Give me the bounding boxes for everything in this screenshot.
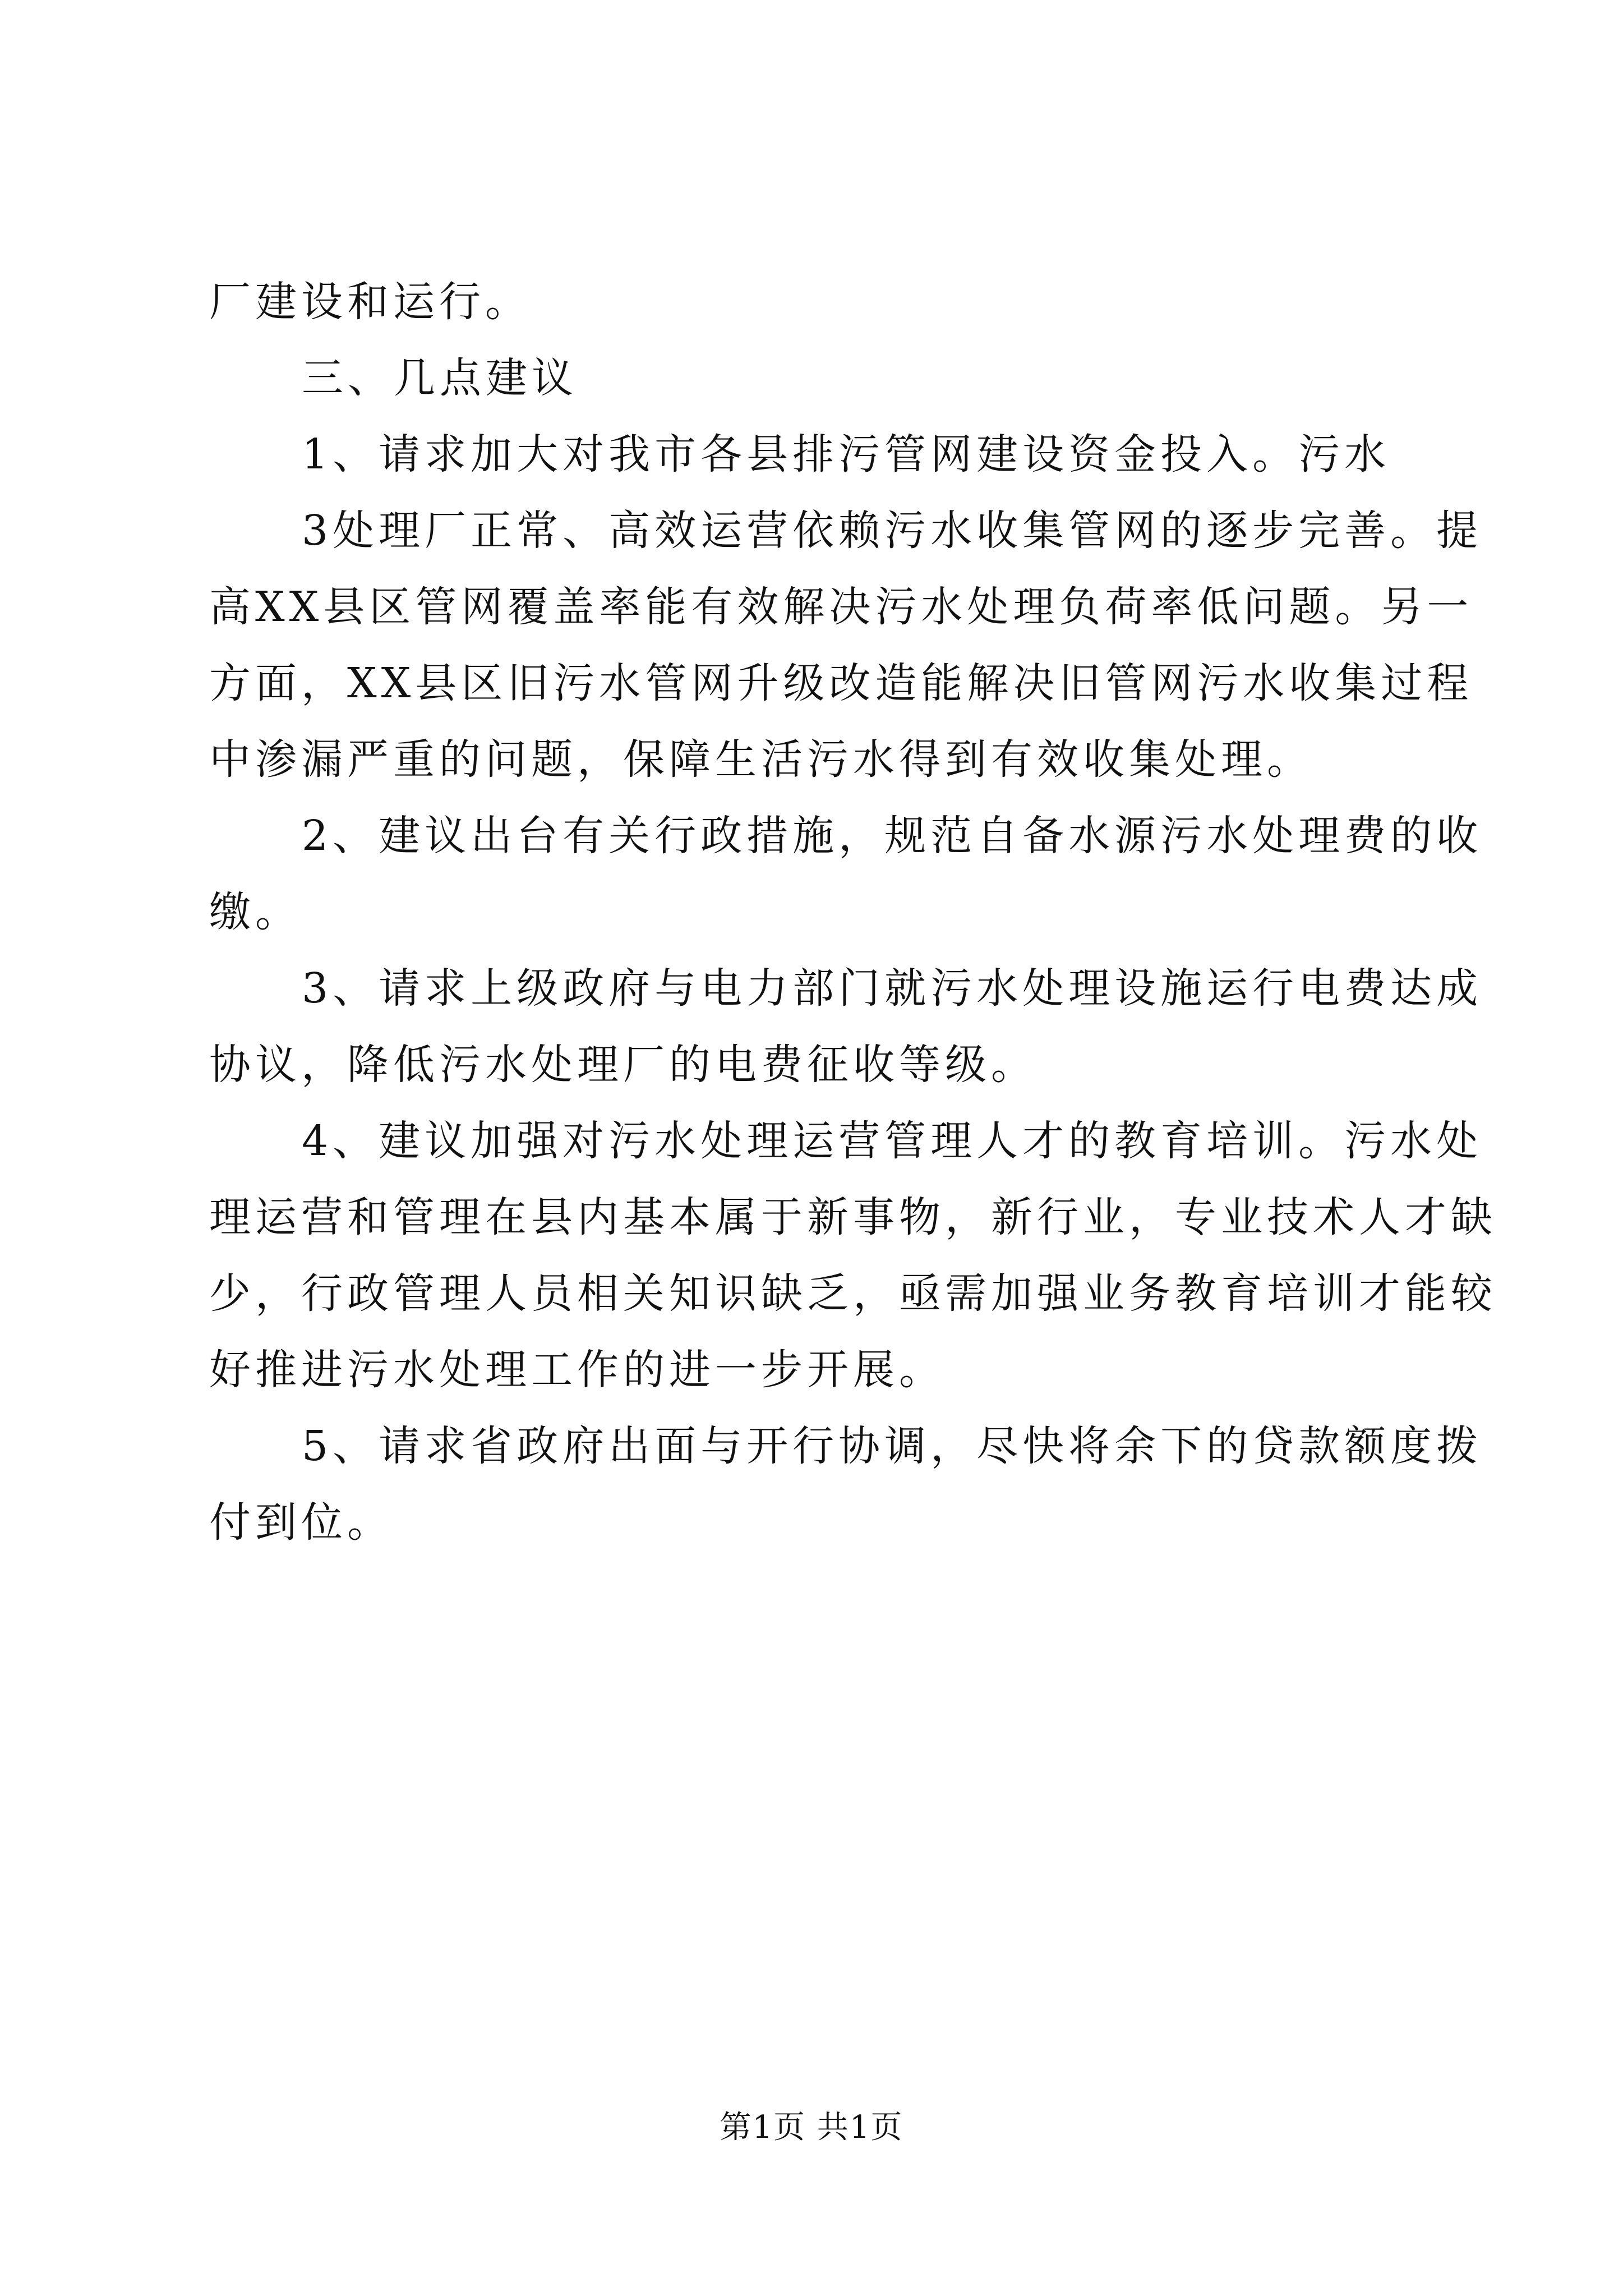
text-line-12: 4、建议加强对污水处理运营管理人才的教育培训。污水处 xyxy=(302,1117,1483,1165)
text-line-9: 缴。 xyxy=(209,888,301,936)
text-line-11: 协议，降低污水处理厂的电费征收等级。 xyxy=(209,1041,1037,1089)
document-body xyxy=(209,264,1497,1561)
text-line-10: 3、请求上级政府与电力部门就污水处理设施运行电费达成 xyxy=(302,964,1483,1013)
text-line-15: 好推进污水处理工作的进一步开展。 xyxy=(209,1346,945,1394)
text-line-7: 中渗漏严重的问题，保障生活污水得到有效收集处理。 xyxy=(209,735,1313,784)
text-line-8: 2、建议出台有关行政措施，规范自备水源污水处理费的收 xyxy=(302,812,1483,860)
text-line-16: 5、请求省政府出面与开行协调，尽快将余下的贷款额度拨 xyxy=(302,1422,1483,1470)
page-footer: 第1页 共1页 xyxy=(720,2109,903,2146)
text-line-3: 1、请求加大对我市各县排污管网建设资金投入。污水 xyxy=(302,430,1391,478)
section-heading: 三、几点建议 xyxy=(302,354,578,402)
text-line-6: 方面，XX县区旧污水管网升级改造能解决旧管网污水收集过程 xyxy=(209,659,1473,707)
text-line-5: 高XX县区管网覆盖率能有效解决污水处理负荷率低问题。另一 xyxy=(209,583,1473,631)
text-line-14: 少，行政管理人员相关知识缺乏，亟需加强业务教育培训才能较 xyxy=(209,1269,1497,1318)
text-line-13: 理运营和管理在县内基本属于新事物，新行业，专业技术人才缺 xyxy=(209,1193,1497,1241)
text-line-1: 厂建设和运行。 xyxy=(209,278,531,326)
text-line-4: 3处理厂正常、高效运营依赖污水收集管网的逐步完善。提 xyxy=(302,507,1483,555)
text-line-17: 付到位。 xyxy=(209,1498,393,1547)
